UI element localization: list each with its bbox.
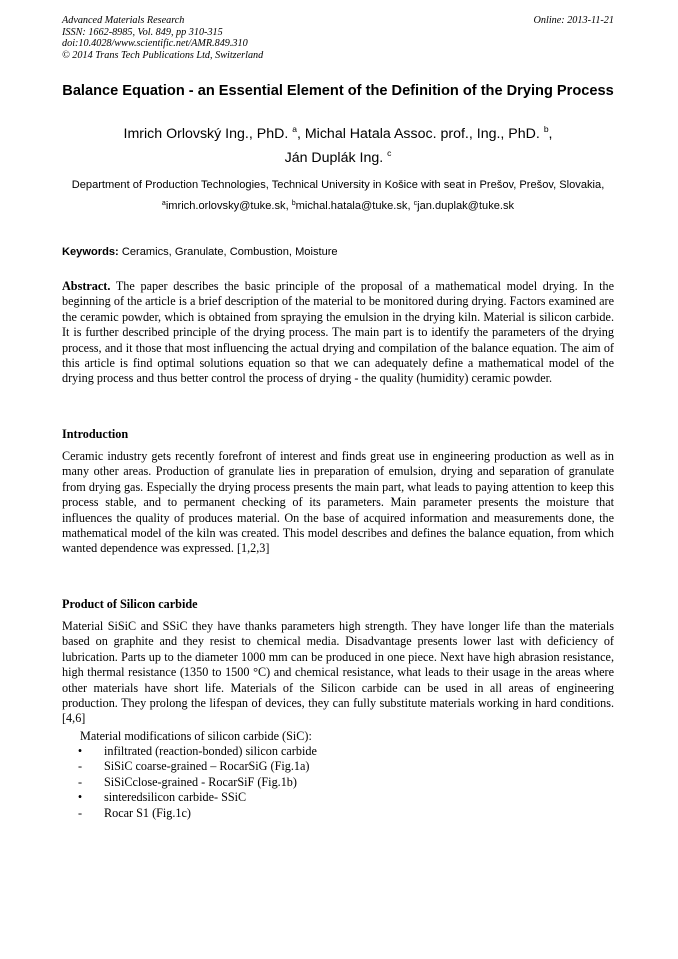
list-item xyxy=(74,806,317,821)
list-marker: - xyxy=(77,774,83,789)
list-intro: Material modifications of silicon carbide (SiC): xyxy=(80,729,312,743)
journal-issn: ISSN: 1662-8985, Vol. 849, pp 310-315 xyxy=(62,26,223,38)
list-marker: • xyxy=(77,790,83,805)
email-1-mark: a xyxy=(161,199,166,207)
affiliation: Department of Production Technologies, Technical University in Košice with seat in Prešov, Prešov, Slovakia, xyxy=(71,179,605,191)
abstract-text: The paper describes the basic principle of the proposal of a mathematical model drying. In the beginning of the article is a brief description of the material to be monitored during drying. Factors examined are the ceramic powder, which is obtained from spraying the emulsion in the drying kiln. Material is silicon carbide. It is further described principle of the drying process. The main part is to identify the parameters of the drying process, and it those that most influencing the actual drying and compilation of the balance equation. The aim of this article is find optimal solutions equation so that we can adequately define a mathematical model of the drying process and thus better control the process of drying - the quality (humidity) ceramic powder. xyxy=(62,279,615,386)
product-text: Material SiSiC and SSiC they have thanks parameters high strength. They have longer life than the materials based on graphite and they resist to chemical media. Disadvantage presents lower last with deficiency of lubrication. Parts up to the diameter 1000 mm can be produced in one piece. Next have high abrasion resistance, high thermal resistance (1350 to 1500 °C) and chemical resistance, what leads to their usage in the areas where other materials have short life. Materials of the Silicon carbide can be used in all areas of engineering production. They prolong the lifespan of devices, they can fully substitute materials working in hard conditions. [4,6] xyxy=(62,619,614,726)
author-3: Ján Duplák Ing. xyxy=(284,150,384,166)
product-heading: Product of Silicon carbide xyxy=(62,597,198,611)
author-3-mark: c xyxy=(387,148,392,158)
keywords-text: Ceramics, Granulate, Combustion, Moisture xyxy=(121,246,338,258)
list-marker: • xyxy=(77,744,83,758)
keywords-label: Keywords: xyxy=(62,246,119,258)
author-1: Imrich Orlovský Ing., PhD. xyxy=(123,126,289,142)
online-date: Online: 2013-11-21 xyxy=(533,15,614,26)
list-item-text: sinteredsilicon carbide- SSiC xyxy=(104,790,247,805)
email-1[interactable]: imrich.orlovsky@tuke.sk xyxy=(165,199,286,212)
email-3[interactable]: jan.duplak@tuke.sk xyxy=(417,199,515,212)
author-1-mark: a xyxy=(292,124,297,134)
list-marker: - xyxy=(77,805,83,820)
introduction-heading: Introduction xyxy=(62,427,129,441)
journal-copyright: © 2014 Trans Tech Publications Ltd, Switzerland xyxy=(62,49,264,61)
author-2: Michal Hatala Assoc. prof., Ing., PhD. xyxy=(304,126,540,142)
author-list: Imrich Orlovský Ing., PhD. $^a$, Michal Hatala Assoc. prof., Ing., PhD. $^b$, Ján Duplák Ing. $^c$ xyxy=(123,124,553,166)
paper-title: Balance Equation - an Essential Element of the Definition of the Drying Process xyxy=(62,83,614,99)
email-2[interactable]: michal.hatala@tuke.sk xyxy=(295,199,408,212)
journal-doi: doi:10.4028/www.scientific.net/AMR.849.310 xyxy=(62,38,248,50)
list-item xyxy=(74,775,317,790)
list-item xyxy=(74,759,317,774)
list-item xyxy=(74,790,317,805)
affiliation-block xyxy=(62,178,614,214)
email-list: $^a$imrich.orlovsky@tuke.sk, $^b$michal.hatala@tuke.sk, $^c$jan.duplak@tuke.sk xyxy=(161,199,515,212)
list-item-text: infiltrated (reaction-bonded) silicon carbide xyxy=(104,744,317,758)
list-item-text: SiSiC coarse-grained – RocarSiG (Fig.1a) xyxy=(104,759,310,774)
introduction-text: Ceramic industry gets recently forefront of interest and finds great use in engineering production as well as in many other areas. Production of granulate lies in preparation of emulsion, drying and separation of granulate from drying gas. Especially the drying process presents the main part, what leads to paying attention to keep this process stable, and to permanent checking of its parameters. Main parameter presents the moisture that influences the quality of produces material. On the base of acquired information and measurements done, the mathematical model of the kiln was created. This model describes and defines the balance equation, from which wanted dependence was expressed. [1,2,3] xyxy=(62,449,614,556)
journal-name: Advanced Materials Research xyxy=(62,15,185,26)
abstract xyxy=(62,279,614,387)
list-item-text: Rocar S1 (Fig.1c) xyxy=(104,805,191,820)
email-3-mark: c xyxy=(413,199,418,207)
journal-header xyxy=(62,15,614,61)
keywords xyxy=(62,245,614,260)
author-2-mark: b xyxy=(543,124,549,134)
modification-list xyxy=(74,744,317,821)
list-marker: - xyxy=(77,759,83,774)
abstract-label: Abstract. xyxy=(62,279,111,293)
email-2-mark: b xyxy=(291,199,296,207)
list-item xyxy=(74,744,317,759)
list-item-text: SiSiCclose-grained - RocarSiF (Fig.1b) xyxy=(104,774,297,789)
